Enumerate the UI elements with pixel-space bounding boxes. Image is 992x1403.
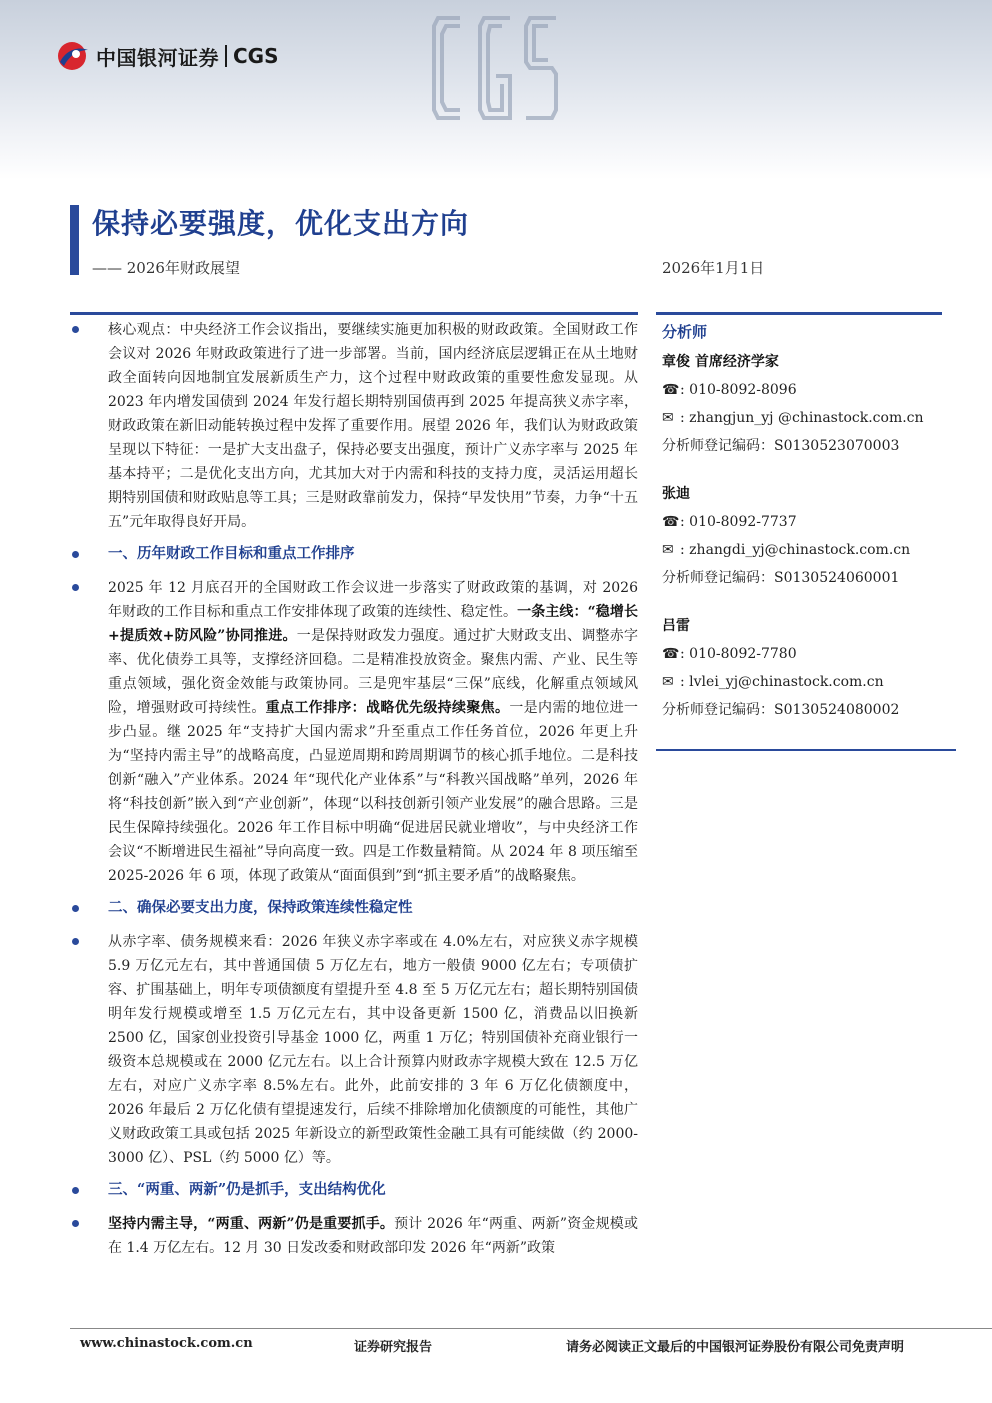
paragraph-text: 核心观点：中央经济工作会议指出，要继续实施更加积极的财政政策。全国财政工作会议对 2026 年财政政策进行了进一步部署。当前，国内经济底层逻辑正在从土地财政全面转向因地制宜发展新质生产力，这个过程中财政政策的重要性愈发显现。从 2023 年内增发国债到 2024 年发行超长期特别国债再到 2025 年提高狭义赤字率，财政政策在新旧动能转换过程中发挥了重要作用。展望 2026 年，我们认为财政政策呈现以下特征：一是扩大支出盘子，保持必要支出强度，预计广义赤字率与 2025 年基本持平；二是优化支出方向，尤其加大对于内需和科技的支持力度，灵活运用超长期特别国债和财政贴息等工具；三是财政靠前发力，保持“早发快用”节奏，力争“十五五”元年取得良好开局。 bbox=[108, 322, 638, 530]
analyst-section-title: 分析师 bbox=[662, 323, 708, 341]
title-accent-bar bbox=[70, 205, 79, 275]
cgs-logo-icon bbox=[56, 40, 90, 72]
analyst-email-row: ✉ : zhangjun_yj @chinastock.com.cn bbox=[662, 404, 952, 432]
phone-icon: ☎ bbox=[662, 514, 680, 530]
paragraph-deficit bbox=[70, 930, 638, 1170]
analyst-card bbox=[662, 348, 952, 460]
analyst-phone: 010-8092-7780 bbox=[689, 646, 797, 662]
emphasis-text: 一条主线：“稳增长+提质效+防风险”协同推进。 bbox=[108, 604, 638, 644]
footer-website[interactable]: www.chinastock.com.cn bbox=[80, 1336, 253, 1351]
logo-chinese-text: 中国银河证券 bbox=[96, 45, 219, 70]
cgs-watermark-graphic bbox=[420, 6, 570, 136]
bullet-icon bbox=[72, 1220, 79, 1227]
company-logo bbox=[56, 40, 279, 72]
emphasis-text: 重点工作排序：战略优先级持续聚焦。 bbox=[265, 700, 510, 716]
sidebar-divider bbox=[656, 312, 942, 315]
bullet-icon bbox=[72, 551, 79, 558]
analyst-card bbox=[662, 612, 952, 724]
paragraph-text: 一是保持财政发力强度。通过扩大财政支出、调整赤字率、优化债券工具等，支撑经济回稳。二是精准投放资金。聚焦内需、产业、民生等重点领域，强化资金效能与政策协同。三是兜牢基层“三保”底线，化解重点领域风险，增强财政可持续性。 bbox=[108, 628, 639, 716]
analyst-registration: 分析师登记编码：S0130523070003 bbox=[662, 438, 900, 454]
bullet-icon bbox=[72, 905, 79, 912]
sidebar-bottom-divider bbox=[656, 749, 956, 751]
analyst-phone: 010-8092-8096 bbox=[689, 382, 797, 398]
report-title: 保持必要强度，优化支出方向 bbox=[92, 207, 470, 240]
phone-icon: ☎ bbox=[662, 646, 680, 662]
footer-divider bbox=[70, 1328, 992, 1329]
analyst-card bbox=[662, 480, 952, 592]
footer-disclaimer: 请务必阅读正文最后的中国银河证券股份有限公司免责声明 bbox=[566, 1340, 905, 1355]
analyst-name: 章俊 首席经济学家 bbox=[662, 354, 779, 370]
analyst-email[interactable]: zhangdi_yj@chinastock.com.cn bbox=[689, 542, 911, 558]
bullet-icon bbox=[72, 938, 79, 945]
main-divider bbox=[70, 312, 638, 315]
analyst-sidebar bbox=[662, 318, 952, 744]
bullet-icon bbox=[72, 326, 79, 333]
report-date: 2026年1月1日 bbox=[662, 259, 765, 277]
logo-separator bbox=[225, 45, 227, 67]
analyst-phone-row: ☎: 010-8092-8096 bbox=[662, 376, 952, 404]
paragraph-core-view bbox=[70, 318, 638, 534]
paragraph-text: 一是内需的地位进一步凸显。继 2025 年“支持扩大国内需求”升至重点工作任务首位，2026 年更上升为“坚持内需主导”的战略高度，凸显逆周期和跨周期调节的核心抓手地位。二是科技创新“融入”产业体系。2024 年“现代化产业体系”与“科教兴国战略”单列，2026 年将“科技创新”嵌入到“产业创新”，体现“以科技创新引领产业发展”的融合思路。三是民生保障持续强化。2026 年工作目标中明确“促进居民就业增收”，与中央经济工作会议“不断增进民生福祉”导向高度一致。四是工作数量精简。从 2024 年 8 项压缩至 2025-2026 年 6 项，体现了政策从“面面俱到”到“抓主要矛盾”的战略聚焦。 bbox=[108, 700, 639, 884]
report-subtitle: —— 2026年财政展望 bbox=[92, 259, 240, 277]
bullet-icon bbox=[72, 584, 79, 591]
section-heading-3 bbox=[70, 1178, 638, 1202]
footer-doc-type: 证券研究报告 bbox=[354, 1340, 433, 1355]
analyst-email-row: ✉ : lvlei_yj@chinastock.com.cn bbox=[662, 668, 952, 696]
logo-english-text: CGS bbox=[233, 44, 279, 68]
analyst-phone: 010-8092-7737 bbox=[689, 514, 797, 530]
report-body bbox=[70, 318, 638, 1268]
heading-text: 三、“两重、两新”仍是抓手，支出结构优化 bbox=[108, 1181, 386, 1198]
analyst-name: 吕雷 bbox=[662, 618, 690, 634]
paragraph-text: 2025 年 12 月底召开的全国财政工作会议进一步落实了财政政策的基调，对 2026 年财政的工作目标和重点工作安排体现了政策的连续性、稳定性。 bbox=[108, 580, 638, 620]
analyst-email[interactable]: zhangjun_yj @chinastock.com.cn bbox=[689, 410, 924, 426]
emphasis-text: 坚持内需主导，“两重、两新”仍是重要抓手。 bbox=[108, 1216, 395, 1232]
analyst-email-row: ✉ : zhangdi_yj@chinastock.com.cn bbox=[662, 536, 952, 564]
analyst-phone-row: ☎: 010-8092-7780 bbox=[662, 640, 952, 668]
section-heading-2 bbox=[70, 896, 638, 920]
analyst-registration: 分析师登记编码：S0130524080002 bbox=[662, 702, 900, 718]
heading-text: 一、历年财政工作目标和重点工作排序 bbox=[108, 545, 355, 562]
heading-text: 二、确保必要支出力度，保持政策连续性稳定性 bbox=[108, 899, 413, 916]
header-banner bbox=[0, 0, 992, 180]
analyst-email[interactable]: lvlei_yj@chinastock.com.cn bbox=[689, 674, 884, 690]
section-heading-1 bbox=[70, 542, 638, 566]
paragraph-text: 从赤字率、债务规模来看：2026 年狭义赤字率或在 4.0%左右，对应狭义赤字规模 5.9 万亿元左右，其中普通国债 5 万亿左右，地方一般债 9000 亿左右；专项债扩容、扩围基础上，明年专项债额度有望提升至 4.8 至 5 万亿元左右；超长期特别国债明年发行规模或增至 1.5 万亿元左右，其中设备更新 1500 亿，消费品以旧换新 2500 亿，国家创业投资引导基金 1000 亿，两重 1 万亿；特别国债补充商业银行一级资本总规模或在 2000 亿元左右。以上合计预算内财政赤字规模大致在 12.5 万亿左右，对应广义赤字率 8.5%左右。此外，此前安排的 3 年 6 万亿化债额度中，2026 年最后 2 万亿化债有望提速发行，后续不排除增加化债额度的可能性，其他广义财政政策工具或包括 2025 年新设立的新型政策性金融工具有可能续做（约 2000-3000 亿）、PSL（约 5000 亿）等。 bbox=[108, 934, 638, 1166]
analyst-registration: 分析师登记编码：S0130524060001 bbox=[662, 570, 900, 586]
paragraph-fiscal-goals bbox=[70, 576, 638, 888]
envelope-icon: ✉ bbox=[662, 542, 674, 558]
envelope-icon: ✉ bbox=[662, 410, 674, 426]
paragraph-domestic-demand bbox=[70, 1212, 638, 1260]
analyst-phone-row: ☎: 010-8092-7737 bbox=[662, 508, 952, 536]
phone-icon: ☎ bbox=[662, 382, 680, 398]
envelope-icon: ✉ bbox=[662, 674, 674, 690]
bullet-icon bbox=[72, 1187, 79, 1194]
paragraph-text: 预计 2026 年“两重、两新”资金规模或在 1.4 万亿左右。12 月 30 日发改委和财政部印发 2026 年“两新”政策 bbox=[108, 1216, 638, 1256]
analyst-name: 张迪 bbox=[662, 486, 690, 502]
